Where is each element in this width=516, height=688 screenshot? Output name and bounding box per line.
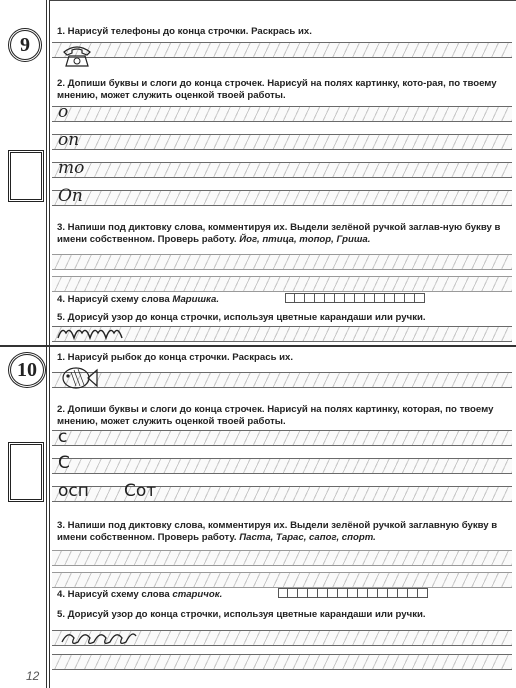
- top-border: [50, 0, 516, 1]
- pattern-icon: [56, 326, 126, 340]
- sample-syllable: с: [58, 427, 68, 447]
- writing-line[interactable]: [52, 42, 512, 58]
- task-4-instruction: 4. Нарисуй схему слова: [57, 294, 170, 305]
- task-4-word: Маришка.: [172, 294, 220, 305]
- sample-syllable: С: [58, 453, 70, 473]
- writing-line[interactable]: [52, 550, 512, 566]
- writing-line[interactable]: [52, 190, 512, 206]
- writing-line[interactable]: [52, 430, 512, 446]
- word-scheme-boxes[interactable]: [285, 293, 425, 303]
- writing-line[interactable]: [52, 572, 512, 588]
- writing-line[interactable]: [52, 654, 512, 670]
- task-3-words: Паста, Тарас, сапог, спорт.: [239, 531, 376, 543]
- lesson-number-badge: 9: [8, 28, 42, 62]
- writing-line[interactable]: [52, 486, 512, 502]
- writing-line[interactable]: [52, 276, 512, 292]
- sample-syllable: Сот: [124, 481, 157, 501]
- task-1-text: 1. Нарисуй рыбок до конца строчки. Раскрась их.: [57, 352, 294, 363]
- task-2-text: 2. Допиши буквы и слоги до конца строчек. Нарисуй на полях картинку, которая, по твоему мнению, может служить оценкой твоей работы.: [57, 404, 494, 427]
- word-scheme-boxes[interactable]: [278, 588, 428, 598]
- fish-icon: [58, 362, 98, 394]
- task-3-instruction: 3. Напиши под диктовку слова, комментируя их. Выдели зелёной ручкой заглавную букву в имени собственном. Проверь работу.: [57, 520, 498, 543]
- task-3-words: Йог, птица, топор, Гриша.: [239, 233, 371, 245]
- task-3-text: [57, 520, 505, 543]
- writing-line[interactable]: [52, 134, 512, 150]
- lesson-number-badge: 10: [8, 352, 46, 388]
- writing-line[interactable]: [52, 106, 512, 122]
- drawing-frame[interactable]: [8, 150, 44, 202]
- sample-syllable: осп: [58, 481, 89, 501]
- margin-line: [46, 0, 47, 688]
- task-3-text: [57, 222, 505, 245]
- task-4-word: старичок.: [172, 589, 223, 600]
- task-1-text: 1. Нарисуй телефоны до конца строчки. Раскрась их.: [57, 26, 312, 37]
- sample-syllable: о: [58, 102, 69, 122]
- task-4-instruction: 4. Нарисуй схему слова: [57, 589, 170, 600]
- section-divider: [0, 345, 516, 347]
- writing-line[interactable]: [52, 162, 512, 178]
- writing-line[interactable]: [52, 458, 512, 474]
- task-5-text: 5. Дорисуй узор до конца строчки, используя цветные карандаши или ручки.: [57, 609, 426, 620]
- drawing-frame[interactable]: [8, 442, 44, 502]
- page-number: 12: [26, 669, 40, 683]
- writing-line[interactable]: [52, 254, 512, 270]
- sample-syllable: Оп: [58, 186, 83, 206]
- pattern-icon: [60, 628, 140, 648]
- telephone-icon: [60, 42, 94, 68]
- sample-syllable: оп: [58, 130, 80, 150]
- writing-line[interactable]: [52, 372, 512, 388]
- margin-line: [49, 0, 50, 688]
- sample-syllable: то: [58, 158, 85, 178]
- task-5-text: 5. Дорисуй узор до конца строчки, используя цветные карандаши или ручки.: [57, 312, 426, 323]
- task-2-text: 2. Допиши буквы и слоги до конца строчек. Нарисуй на полях картинку, кото-рая, по твоему мнению, может служить оценкой твоей работы.: [57, 78, 497, 101]
- task-4-text: [57, 294, 505, 306]
- task-3-instruction: 3. Напиши под диктовку слова, комментируя их. Выдели зелёной ручкой заглав-ную букву в имени собственном. Проверь работу.: [57, 222, 501, 245]
